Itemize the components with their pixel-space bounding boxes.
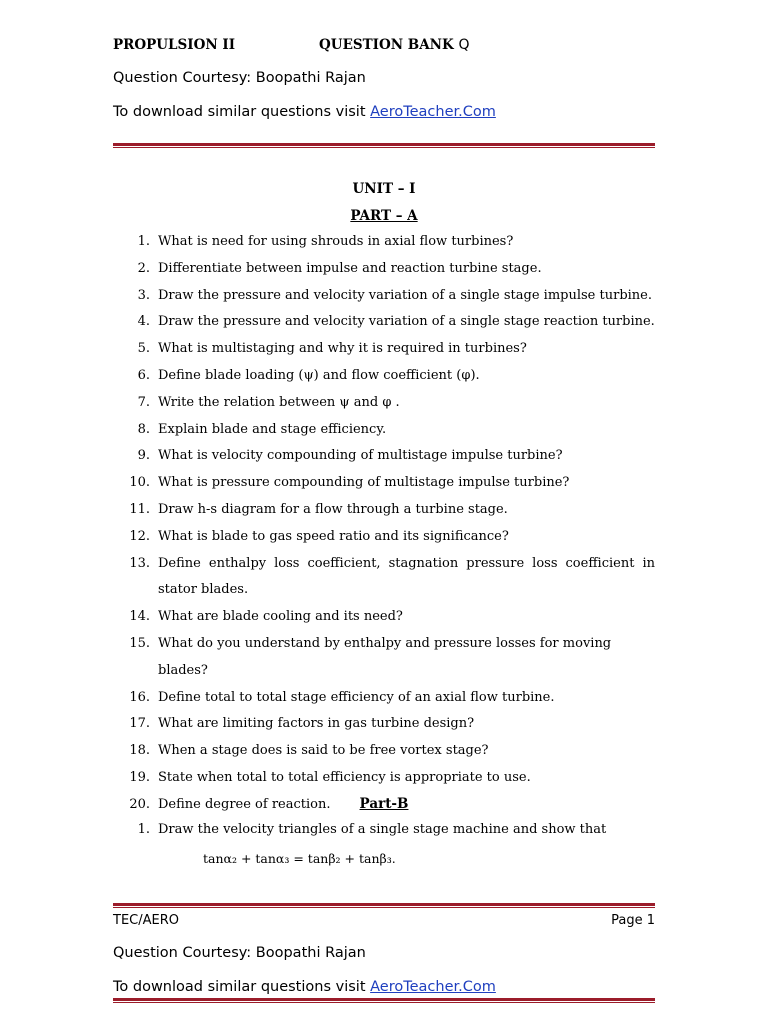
question-number: 4. [137, 314, 150, 330]
question-text: What is blade to gas speed ratio and its significance? [158, 528, 509, 544]
question-text: Define total to total stage efficiency of an axial flow turbine. [158, 689, 555, 705]
question-text: Write the relation between ψ and φ . [158, 394, 400, 410]
question-item [113, 229, 655, 256]
part-b-question-list [113, 817, 655, 844]
question-number: 14. [129, 609, 150, 625]
question-number: 20. [129, 796, 150, 812]
question-text: What is pressure compounding of multistage impulse turbine? [158, 475, 570, 491]
footer-divider-top [113, 903, 655, 909]
footer-aeroteacher-link[interactable]: AeroTeacher.Com [370, 979, 496, 995]
footer-row [113, 913, 655, 928]
footer-courtesy: Question Courtesy: Boopathi Rajan [113, 945, 366, 961]
question-item [113, 443, 655, 470]
question-item [113, 738, 655, 765]
question-item [113, 390, 655, 417]
subject-title: PROPULSION II [113, 37, 236, 53]
footer-left-label: TEC/AERO [113, 913, 179, 928]
question-text: State when total to total efficiency is appropriate to use. [158, 769, 531, 785]
question-text: What is multistaging and why it is required in turbines? [158, 341, 527, 357]
question-text: Draw the velocity triangles of a single stage machine and show that [158, 822, 607, 837]
header-download-line [113, 104, 496, 120]
question-text: Draw the pressure and velocity variation of a single stage reaction turbine. [158, 314, 655, 330]
question-number: 8. [137, 421, 150, 437]
part-b-heading: Part-B [359, 796, 409, 812]
question-number: 9. [137, 448, 150, 464]
part-a-heading: PART – A [350, 208, 418, 224]
header-aeroteacher-link[interactable]: AeroTeacher.Com [370, 104, 496, 120]
part-a-question-list [113, 229, 655, 819]
question-text: Define enthalpy loss coefficient, stagnation pressure loss coefficient in stator blades. [158, 555, 655, 598]
question-text: Define blade loading (ψ) and flow coefficient (φ). [158, 367, 480, 383]
footer-divider-bottom [113, 998, 655, 1004]
question-number: 17. [129, 716, 150, 732]
question-text: Draw the pressure and velocity variation of a single stage impulse turbine. [158, 287, 652, 303]
question-bank-suffix: Q [458, 37, 470, 53]
question-text: Differentiate between impulse and reaction turbine stage. [158, 260, 542, 276]
question-item [113, 604, 655, 631]
question-item [113, 551, 655, 605]
header-download-prefix: To download similar questions visit [113, 104, 371, 120]
question-number: 13. [129, 555, 150, 571]
question-item [113, 497, 655, 524]
question-number: 1. [137, 234, 150, 249]
header-courtesy: Question Courtesy: Boopathi Rajan [113, 70, 366, 86]
question-text: Draw h-s diagram for a flow through a turbine stage. [158, 501, 508, 517]
question-number: 18. [129, 743, 150, 759]
unit-heading: UNIT – I [352, 181, 416, 197]
question-item [113, 631, 655, 685]
question-text: What is need for using shrouds in axial flow turbines? [158, 234, 514, 249]
question-number: 1. [137, 822, 150, 837]
question-number: 19. [129, 769, 150, 785]
question-text: What is velocity compounding of multistage impulse turbine? [158, 448, 563, 464]
question-item [113, 336, 655, 363]
question-text: What do you understand by enthalpy and pressure losses for moving blades? [158, 635, 612, 678]
question-item [113, 817, 655, 844]
question-number: 3. [137, 287, 150, 303]
question-item [113, 470, 655, 497]
question-text: What are limiting factors in gas turbine design? [158, 716, 475, 732]
question-item [113, 524, 655, 551]
question-number: 11. [129, 501, 150, 517]
footer-page-number: Page 1 [611, 913, 655, 928]
question-item [113, 363, 655, 390]
question-number: 10. [129, 475, 150, 491]
question-item [113, 765, 655, 792]
footer-download-line [113, 979, 496, 995]
question-number: 12. [129, 528, 150, 544]
question-item [113, 685, 655, 712]
question-number: 15. [129, 635, 150, 651]
question-number: 5. [137, 341, 150, 357]
question-number: 7. [137, 394, 150, 410]
question-number: 6. [137, 367, 150, 383]
question-number: 2. [137, 260, 150, 276]
question-bank-title: QUESTION BANK [319, 37, 454, 53]
question-item [113, 309, 655, 336]
question-item [113, 256, 655, 283]
document-header-title [113, 37, 469, 53]
question-text: Explain blade and stage efficiency. [158, 421, 387, 437]
question-text: What are blade cooling and its need? [158, 609, 403, 625]
header-divider [113, 143, 655, 149]
question-number: 16. [129, 689, 150, 705]
question-item [113, 711, 655, 738]
question-item [113, 283, 655, 310]
footer-download-prefix: To download similar questions visit [113, 979, 371, 995]
part-b-formula: tanα₂ + tanα₃ = tanβ₂ + tanβ₃. [203, 851, 396, 866]
question-text: When a stage does is said to be free vortex stage? [158, 743, 489, 759]
question-text: Define degree of reaction. [158, 796, 331, 812]
question-item [113, 417, 655, 444]
